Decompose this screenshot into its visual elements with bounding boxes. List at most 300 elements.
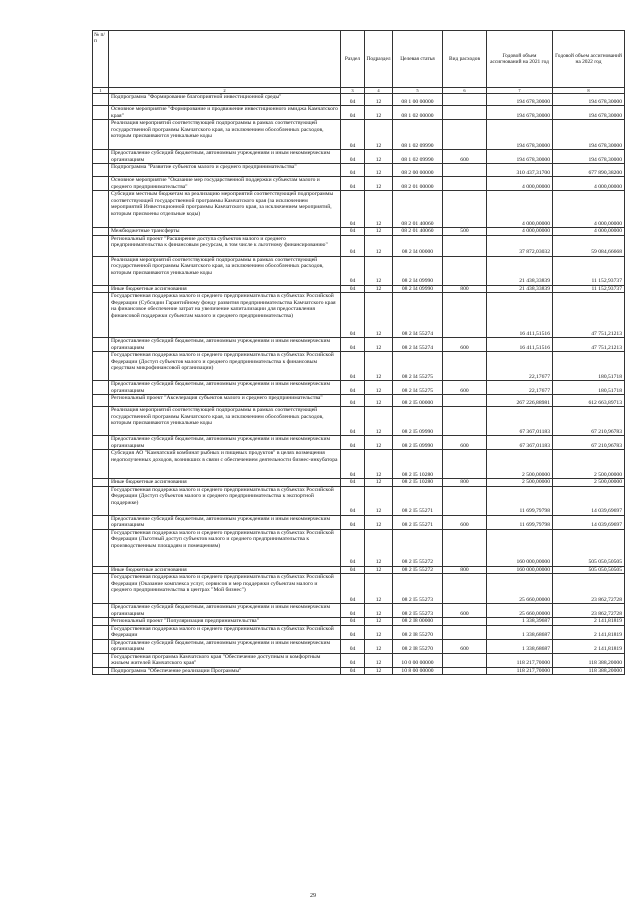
col-index: 4 bbox=[365, 88, 393, 94]
cell-exptype: 600 bbox=[443, 436, 487, 450]
cell-2022: 180,51718 bbox=[553, 352, 625, 381]
cell-2021: 2 500,00000 bbox=[487, 450, 553, 479]
cell-2021: 310 437,31700 bbox=[487, 164, 553, 177]
cell-name: Региональный проект "Акселерация субъектов малого и среднего предпринимательства" bbox=[109, 395, 341, 407]
cell-subsection: 12 bbox=[365, 486, 393, 515]
cell-exptype bbox=[443, 529, 487, 566]
cell-subsection: 12 bbox=[365, 639, 393, 653]
cell-subsection: 12 bbox=[365, 228, 393, 236]
cell-num bbox=[93, 235, 109, 256]
cell-section: 04 bbox=[341, 235, 365, 256]
cell-2022: 67 210,96783 bbox=[553, 436, 625, 450]
cell-name: Подпрограмма "Развитие субъектов малого и среднего предпринимательства" bbox=[109, 164, 341, 177]
cell-2022: 23 862,72728 bbox=[553, 604, 625, 618]
cell-section: 04 bbox=[341, 604, 365, 618]
cell-2021: 21 438,33839 bbox=[487, 285, 553, 293]
table-body bbox=[93, 94, 625, 675]
table-row bbox=[93, 293, 625, 338]
cell-target: 10 8 00 00000 bbox=[393, 667, 443, 675]
table-row bbox=[93, 164, 625, 177]
cell-num bbox=[93, 450, 109, 479]
cell-num bbox=[93, 293, 109, 338]
cell-target: 08 2 I5 55272 bbox=[393, 566, 443, 574]
cell-2022: 118 388,20000 bbox=[553, 653, 625, 667]
cell-subsection: 12 bbox=[365, 150, 393, 164]
cell-2022: 47 751,21213 bbox=[553, 293, 625, 338]
table-row bbox=[93, 479, 625, 487]
cell-subsection: 12 bbox=[365, 479, 393, 487]
header-subsection: Подраздел bbox=[365, 31, 393, 88]
header-target: Целевая статья bbox=[393, 31, 443, 88]
cell-name: Субсидии местным бюджетам на реализацию мероприятий соответствующей подпрограммы соответствующей государственной программы Камчатского края (за исключением мероприятий Инвестиционной программы Камчатского края, за исключением мероприятий, которым присвоены отдельные коды) bbox=[109, 191, 341, 228]
cell-section: 04 bbox=[341, 120, 365, 150]
cell-exptype bbox=[443, 256, 487, 285]
cell-target: 08 2 I4 09990 bbox=[393, 285, 443, 293]
cell-exptype: 500 bbox=[443, 228, 487, 236]
cell-2021: 2 500,00000 bbox=[487, 479, 553, 487]
table-row bbox=[93, 150, 625, 164]
cell-section: 04 bbox=[341, 338, 365, 352]
cell-exptype bbox=[443, 352, 487, 381]
cell-exptype: 600 bbox=[443, 381, 487, 395]
cell-2021: 1 338,39687 bbox=[487, 618, 553, 626]
col-index: 7 bbox=[487, 88, 553, 94]
cell-subsection: 12 bbox=[365, 120, 393, 150]
table-row bbox=[93, 604, 625, 618]
cell-2021: 194 678,30000 bbox=[487, 94, 553, 106]
cell-2021: 160 000,00000 bbox=[487, 529, 553, 566]
table-row bbox=[93, 395, 625, 407]
table-row bbox=[93, 486, 625, 515]
cell-exptype: 600 bbox=[443, 150, 487, 164]
cell-subsection: 12 bbox=[365, 604, 393, 618]
cell-target: 08 1 00 00000 bbox=[393, 94, 443, 106]
cell-subsection: 12 bbox=[365, 450, 393, 479]
cell-exptype bbox=[443, 653, 487, 667]
cell-subsection: 12 bbox=[365, 618, 393, 626]
cell-target: 08 2 I5 09990 bbox=[393, 407, 443, 436]
table-row bbox=[93, 228, 625, 236]
cell-subsection: 12 bbox=[365, 667, 393, 675]
cell-target: 08 2 I5 55271 bbox=[393, 486, 443, 515]
cell-subsection: 12 bbox=[365, 235, 393, 256]
cell-target: 08 2 I8 00000 bbox=[393, 618, 443, 626]
table-row bbox=[93, 450, 625, 479]
cell-2021: 11 699,79798 bbox=[487, 515, 553, 529]
cell-name: Предоставление субсидий бюджетным, автономным учреждениям и иным некоммерческим организациям bbox=[109, 150, 341, 164]
cell-target: 10 0 00 00000 bbox=[393, 653, 443, 667]
cell-section: 04 bbox=[341, 574, 365, 604]
cell-section: 04 bbox=[341, 618, 365, 626]
cell-exptype bbox=[443, 191, 487, 228]
cell-num bbox=[93, 479, 109, 487]
cell-2022: 677 890,38200 bbox=[553, 164, 625, 177]
cell-2021: 4 000,00000 bbox=[487, 191, 553, 228]
cell-target: 08 1 02 00000 bbox=[393, 106, 443, 120]
cell-num bbox=[93, 618, 109, 626]
cell-subsection: 12 bbox=[365, 566, 393, 574]
cell-num bbox=[93, 106, 109, 120]
table-row bbox=[93, 120, 625, 150]
cell-2021: 4 000,00000 bbox=[487, 177, 553, 191]
cell-num bbox=[93, 120, 109, 150]
cell-2022: 612 663,89713 bbox=[553, 395, 625, 407]
cell-name: Предоставление субсидий бюджетным, автономным учреждениям и иным некоммерческим организациям bbox=[109, 515, 341, 529]
cell-target: 08 2 01 00000 bbox=[393, 177, 443, 191]
cell-exptype bbox=[443, 177, 487, 191]
cell-exptype: 800 bbox=[443, 479, 487, 487]
cell-num bbox=[93, 256, 109, 285]
cell-exptype bbox=[443, 293, 487, 338]
cell-2021: 37 872,03032 bbox=[487, 235, 553, 256]
cell-name: Реализация мероприятий соответствующей подпрограммы в рамках соответствующей государственной программы Камчатского края, за исключением обособленных расходов, которым присваиваются уникальные коды bbox=[109, 120, 341, 150]
table-header-row bbox=[93, 31, 625, 88]
cell-name: Государственная поддержка малого и среднего предпринимательства в субъектах Российской Федерации (Доступ субъектов малого и среднего предпринимательства к экспортной поддержке) bbox=[109, 486, 341, 515]
cell-2021: 21 438,33839 bbox=[487, 256, 553, 285]
cell-name: Государственная поддержка малого и среднего предпринимательства в субъектах Российской Федерации (Субсидии Гарантийному фонду развития предпринимательства Камчатского края на финансовое обеспечение затрат на увеличение капитализации для предоставления финансовой поддержки субъектам малого и среднего предпринимательства) bbox=[109, 293, 341, 338]
cell-section: 04 bbox=[341, 486, 365, 515]
table-row bbox=[93, 529, 625, 566]
budget-table bbox=[92, 30, 625, 675]
cell-section: 04 bbox=[341, 515, 365, 529]
cell-2022: 67 210,96783 bbox=[553, 407, 625, 436]
cell-name: Предоставление субсидий бюджетным, автономным учреждениям и иным некоммерческим организациям bbox=[109, 604, 341, 618]
cell-section: 04 bbox=[341, 94, 365, 106]
cell-2022: 2 500,00000 bbox=[553, 479, 625, 487]
cell-2021: 1 338,68687 bbox=[487, 625, 553, 639]
cell-num bbox=[93, 625, 109, 639]
cell-exptype bbox=[443, 106, 487, 120]
cell-2022: 194 678,30000 bbox=[553, 150, 625, 164]
cell-num bbox=[93, 94, 109, 106]
cell-2021: 4 000,00000 bbox=[487, 228, 553, 236]
cell-exptype: 800 bbox=[443, 285, 487, 293]
cell-subsection: 12 bbox=[365, 407, 393, 436]
cell-2021: 22,17677 bbox=[487, 381, 553, 395]
cell-2021: 22,17677 bbox=[487, 352, 553, 381]
cell-num bbox=[93, 191, 109, 228]
cell-name: Предоставление субсидий бюджетным, автономным учреждениям и иным некоммерческим организациям bbox=[109, 381, 341, 395]
cell-name: Государственная поддержка малого и среднего предпринимательства в субъектах Российской Федерации (Доступ субъектов малого и среднего предпринимательства к финансовым средствам микрофинансовой организации) bbox=[109, 352, 341, 381]
cell-subsection: 12 bbox=[365, 515, 393, 529]
cell-section: 04 bbox=[341, 164, 365, 177]
table-row bbox=[93, 625, 625, 639]
cell-2021: 118 217,70000 bbox=[487, 667, 553, 675]
budget-table-sheet bbox=[92, 30, 624, 675]
cell-target: 08 2 I5 55273 bbox=[393, 604, 443, 618]
cell-target: 08 2 I5 00000 bbox=[393, 395, 443, 407]
cell-name: Предоставление субсидий бюджетным, автономным учреждениям и иным некоммерческим организациям bbox=[109, 639, 341, 653]
cell-name: Подпрограмма "Формирование благоприятной инвестиционной среды" bbox=[109, 94, 341, 106]
cell-name: Государственная поддержка малого и среднего предпринимательства в субъектах Российской Федерации (Оказание комплекса услуг, сервисов и мер поддержки субъектам малого и среднего предпринимательства в центрах "Мой бизнес") bbox=[109, 574, 341, 604]
table-row bbox=[93, 235, 625, 256]
cell-subsection: 12 bbox=[365, 436, 393, 450]
cell-subsection: 12 bbox=[365, 191, 393, 228]
cell-name: Межбюджетные трансферты bbox=[109, 228, 341, 236]
cell-2022: 2 500,00000 bbox=[553, 450, 625, 479]
cell-2022: 2 141,81819 bbox=[553, 618, 625, 626]
cell-target: 08 2 I4 55275 bbox=[393, 352, 443, 381]
cell-num bbox=[93, 566, 109, 574]
cell-target: 08 2 I4 55274 bbox=[393, 293, 443, 338]
cell-subsection: 12 bbox=[365, 653, 393, 667]
cell-2022: 505 050,50505 bbox=[553, 566, 625, 574]
cell-exptype bbox=[443, 625, 487, 639]
cell-num bbox=[93, 381, 109, 395]
cell-2022: 194 678,30000 bbox=[553, 94, 625, 106]
cell-target: 08 2 I5 10280 bbox=[393, 450, 443, 479]
cell-subsection: 12 bbox=[365, 256, 393, 285]
cell-2021: 67 367,01183 bbox=[487, 436, 553, 450]
cell-num bbox=[93, 150, 109, 164]
cell-section: 04 bbox=[341, 228, 365, 236]
cell-num bbox=[93, 604, 109, 618]
cell-target: 08 2 I5 55273 bbox=[393, 574, 443, 604]
cell-section: 04 bbox=[341, 653, 365, 667]
cell-target: 08 2 I4 55274 bbox=[393, 338, 443, 352]
col-index: 2 bbox=[109, 88, 341, 94]
cell-num bbox=[93, 486, 109, 515]
cell-2021: 194 678,30000 bbox=[487, 150, 553, 164]
cell-name: Субсидия АО "Камчатский комбинат рыбных и пищевых продуктов" в целях возмещения недополученных доходов, возникших в связи с обеспечением деятельности бизнес-инкубатора bbox=[109, 450, 341, 479]
cell-exptype bbox=[443, 407, 487, 436]
cell-num bbox=[93, 177, 109, 191]
cell-2022: 180,51718 bbox=[553, 381, 625, 395]
cell-target: 08 2 I5 55271 bbox=[393, 515, 443, 529]
cell-section: 04 bbox=[341, 529, 365, 566]
cell-name: Основное мероприятие "Оказание мер государственной поддержки субъектам малого и среднего предпринимательства" bbox=[109, 177, 341, 191]
table-row bbox=[93, 618, 625, 626]
cell-2021: 67 367,01183 bbox=[487, 407, 553, 436]
cell-exptype bbox=[443, 450, 487, 479]
cell-exptype: 600 bbox=[443, 604, 487, 618]
cell-section: 04 bbox=[341, 150, 365, 164]
cell-num bbox=[93, 529, 109, 566]
cell-2021: 16 411,51516 bbox=[487, 293, 553, 338]
table-row bbox=[93, 106, 625, 120]
cell-exptype: 600 bbox=[443, 639, 487, 653]
cell-num bbox=[93, 574, 109, 604]
cell-exptype: 600 bbox=[443, 338, 487, 352]
cell-section: 04 bbox=[341, 381, 365, 395]
cell-target: 08 2 I8 55270 bbox=[393, 639, 443, 653]
table-row bbox=[93, 352, 625, 381]
cell-target: 08 2 I5 55272 bbox=[393, 529, 443, 566]
header-name bbox=[109, 31, 341, 88]
table-row bbox=[93, 407, 625, 436]
cell-2022: 14 039,69697 bbox=[553, 486, 625, 515]
cell-subsection: 12 bbox=[365, 94, 393, 106]
cell-2021: 194 678,30000 bbox=[487, 106, 553, 120]
cell-subsection: 12 bbox=[365, 625, 393, 639]
header-2021: Годовой объем ассигнований на 2021 год bbox=[487, 31, 553, 88]
cell-2022: 4 000,00000 bbox=[553, 177, 625, 191]
header-section: Раздел bbox=[341, 31, 365, 88]
cell-2021: 25 660,00000 bbox=[487, 574, 553, 604]
cell-exptype bbox=[443, 395, 487, 407]
cell-exptype bbox=[443, 235, 487, 256]
cell-subsection: 12 bbox=[365, 285, 393, 293]
cell-section: 04 bbox=[341, 352, 365, 381]
header-2022: Годовой объем ассигнований на 2022 год bbox=[553, 31, 625, 88]
table-row bbox=[93, 653, 625, 667]
cell-name: Иные бюджетные ассигнования bbox=[109, 285, 341, 293]
table-row bbox=[93, 381, 625, 395]
cell-2022: 118 388,20000 bbox=[553, 667, 625, 675]
cell-num bbox=[93, 653, 109, 667]
cell-section: 04 bbox=[341, 293, 365, 338]
cell-section: 04 bbox=[341, 256, 365, 285]
col-index: 8 bbox=[553, 88, 625, 94]
table-row bbox=[93, 566, 625, 574]
cell-num bbox=[93, 352, 109, 381]
cell-subsection: 12 bbox=[365, 574, 393, 604]
cell-name: Подпрограмма "Обеспечение реализации Программы" bbox=[109, 667, 341, 675]
cell-2021: 118 217,70000 bbox=[487, 653, 553, 667]
cell-name: Государственная поддержка малого и среднего предпринимательства в субъектах Российской Федерации bbox=[109, 625, 341, 639]
cell-name: Предоставление субсидий бюджетным, автономным учреждениям и иным некоммерческим организациям bbox=[109, 436, 341, 450]
cell-subsection: 12 bbox=[365, 106, 393, 120]
cell-2022: 194 678,30000 bbox=[553, 120, 625, 150]
cell-section: 04 bbox=[341, 436, 365, 450]
cell-section: 04 bbox=[341, 106, 365, 120]
cell-num bbox=[93, 228, 109, 236]
table-row bbox=[93, 177, 625, 191]
table-row bbox=[93, 667, 625, 675]
cell-2021: 267 226,88981 bbox=[487, 395, 553, 407]
cell-2021: 11 699,79798 bbox=[487, 486, 553, 515]
cell-num bbox=[93, 639, 109, 653]
col-index: 1 bbox=[93, 88, 109, 94]
cell-exptype bbox=[443, 574, 487, 604]
cell-subsection: 12 bbox=[365, 395, 393, 407]
cell-2022: 11 152,93737 bbox=[553, 256, 625, 285]
cell-2022: 14 039,69697 bbox=[553, 515, 625, 529]
cell-subsection: 12 bbox=[365, 529, 393, 566]
cell-exptype: 600 bbox=[443, 515, 487, 529]
cell-name: Реализация мероприятий соответствующей подпрограммы в рамках соответствующей государственной программы Камчатского края, за исключением обособленных расходов, которым присваиваются уникальные коды bbox=[109, 256, 341, 285]
header-exptype: Вид расходов bbox=[443, 31, 487, 88]
cell-section: 04 bbox=[341, 639, 365, 653]
cell-num bbox=[93, 285, 109, 293]
cell-num bbox=[93, 667, 109, 675]
cell-target: 08 2 I5 10280 bbox=[393, 479, 443, 487]
table-row bbox=[93, 639, 625, 653]
cell-name: Иные бюджетные ассигнования bbox=[109, 479, 341, 487]
cell-section: 04 bbox=[341, 285, 365, 293]
cell-2022: 505 050,50505 bbox=[553, 529, 625, 566]
cell-exptype bbox=[443, 618, 487, 626]
cell-subsection: 12 bbox=[365, 381, 393, 395]
cell-2022: 23 862,72728 bbox=[553, 574, 625, 604]
cell-target: 08 2 I4 09990 bbox=[393, 256, 443, 285]
cell-name: Предоставление субсидий бюджетным, автономным учреждениям и иным некоммерческим организациям bbox=[109, 338, 341, 352]
table-row bbox=[93, 574, 625, 604]
cell-2021: 16 411,51516 bbox=[487, 338, 553, 352]
cell-exptype: 800 bbox=[443, 566, 487, 574]
cell-exptype bbox=[443, 486, 487, 515]
cell-num bbox=[93, 164, 109, 177]
cell-section: 04 bbox=[341, 625, 365, 639]
table-row bbox=[93, 94, 625, 106]
cell-num bbox=[93, 436, 109, 450]
cell-exptype bbox=[443, 667, 487, 675]
cell-target: 08 2 01 40060 bbox=[393, 228, 443, 236]
header-num: № п/п bbox=[93, 31, 109, 88]
cell-name: Региональный проект "Популяризация предпринимательства" bbox=[109, 618, 341, 626]
table-row bbox=[93, 191, 625, 228]
cell-2021: 25 660,00000 bbox=[487, 604, 553, 618]
cell-2021: 160 000,00000 bbox=[487, 566, 553, 574]
table-row bbox=[93, 515, 625, 529]
cell-section: 04 bbox=[341, 407, 365, 436]
cell-section: 04 bbox=[341, 479, 365, 487]
cell-subsection: 12 bbox=[365, 164, 393, 177]
table-row bbox=[93, 436, 625, 450]
cell-2022: 47 751,21213 bbox=[553, 338, 625, 352]
cell-exptype bbox=[443, 164, 487, 177]
cell-2022: 4 000,00000 bbox=[553, 228, 625, 236]
cell-2022: 11 152,93737 bbox=[553, 285, 625, 293]
cell-name: Государственная программа Камчатского края "Обеспечение доступным и комфортным жильем жителей Камчатского края" bbox=[109, 653, 341, 667]
cell-2021: 1 338,68687 bbox=[487, 639, 553, 653]
table-row bbox=[93, 256, 625, 285]
cell-2022: 59 084,66668 bbox=[553, 235, 625, 256]
cell-target: 08 1 02 09990 bbox=[393, 120, 443, 150]
cell-section: 04 bbox=[341, 191, 365, 228]
cell-exptype bbox=[443, 120, 487, 150]
cell-name: Государственная поддержка малого и среднего предпринимательства в субъектах Российской Федерации (Льготный доступ субъектов малого и среднего предпринимательства к производственным площадям и помещениям) bbox=[109, 529, 341, 566]
cell-target: 08 2 I5 09990 bbox=[393, 436, 443, 450]
cell-2022: 2 141,81819 bbox=[553, 639, 625, 653]
cell-name: Региональный проект "Расширение доступа субъектов малого и среднего предпринимательства к финансовым ресурсам, в том числе к льготному финансированию" bbox=[109, 235, 341, 256]
page-number: 29 bbox=[310, 893, 316, 899]
cell-section: 04 bbox=[341, 395, 365, 407]
cell-subsection: 12 bbox=[365, 338, 393, 352]
cell-section: 04 bbox=[341, 177, 365, 191]
cell-name: Иные бюджетные ассигнования bbox=[109, 566, 341, 574]
cell-subsection: 12 bbox=[365, 293, 393, 338]
cell-2022: 2 141,81819 bbox=[553, 625, 625, 639]
cell-section: 04 bbox=[341, 450, 365, 479]
cell-2022: 4 000,00000 bbox=[553, 191, 625, 228]
cell-target: 08 2 01 40060 bbox=[393, 191, 443, 228]
cell-name: Основное мероприятие "Формирование и продвижение инвестиционного имиджа Камчатского края" bbox=[109, 106, 341, 120]
cell-target: 08 2 I8 55270 bbox=[393, 625, 443, 639]
cell-subsection: 12 bbox=[365, 177, 393, 191]
cell-target: 08 2 00 00000 bbox=[393, 164, 443, 177]
table-row bbox=[93, 338, 625, 352]
cell-name: Реализация мероприятий соответствующей подпрограммы в рамках соответствующей государственной программы Камчатского края, за исключением обособленных расходов, которым присваиваются уникальные коды bbox=[109, 407, 341, 436]
cell-target: 08 1 02 09990 bbox=[393, 150, 443, 164]
cell-exptype bbox=[443, 94, 487, 106]
cell-section: 04 bbox=[341, 566, 365, 574]
col-index: 3 bbox=[341, 88, 365, 94]
table-row bbox=[93, 285, 625, 293]
cell-target: 08 2 I4 00000 bbox=[393, 235, 443, 256]
cell-2021: 194 678,30000 bbox=[487, 120, 553, 150]
cell-num bbox=[93, 515, 109, 529]
cell-target: 08 2 I4 55275 bbox=[393, 381, 443, 395]
cell-num bbox=[93, 407, 109, 436]
col-index: 5 bbox=[393, 88, 443, 94]
cell-num bbox=[93, 338, 109, 352]
cell-2022: 194 678,30000 bbox=[553, 106, 625, 120]
cell-subsection: 12 bbox=[365, 352, 393, 381]
cell-section: 04 bbox=[341, 667, 365, 675]
col-index: 6 bbox=[443, 88, 487, 94]
cell-num bbox=[93, 395, 109, 407]
